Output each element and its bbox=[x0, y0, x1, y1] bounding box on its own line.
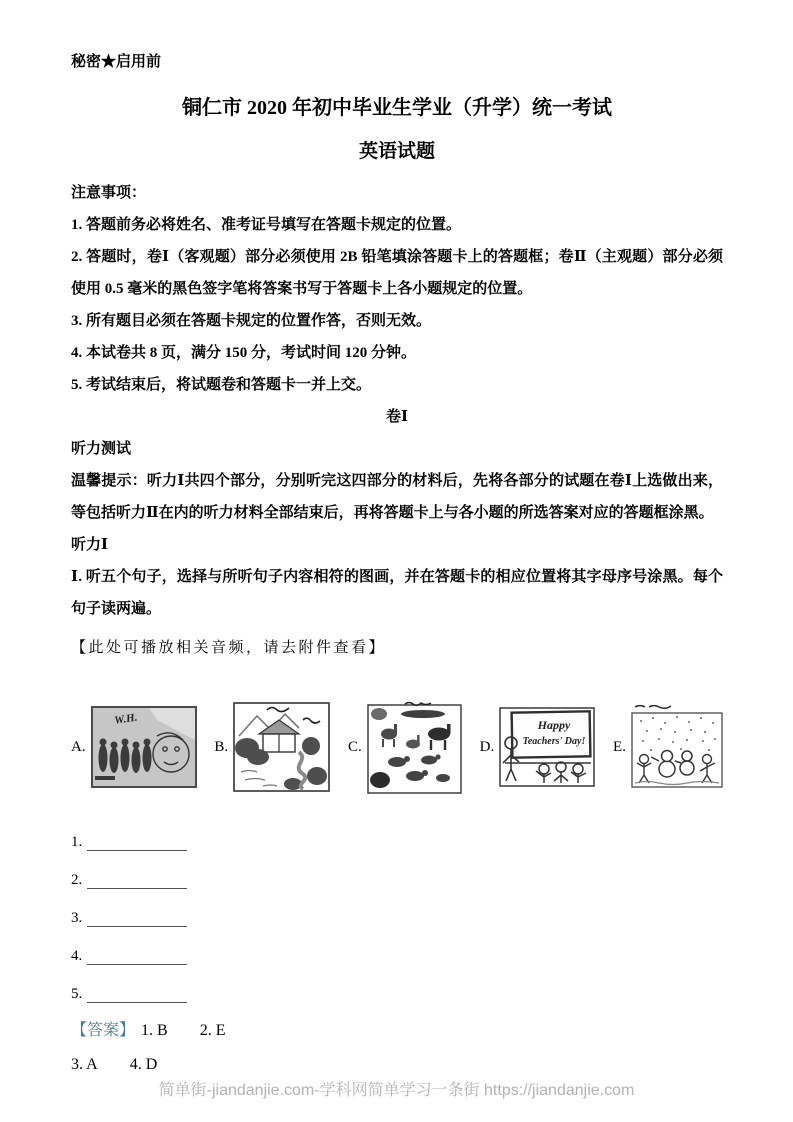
blackboard-caption-2: Teachers' Day! bbox=[522, 736, 586, 747]
picture-option-b bbox=[214, 702, 330, 792]
listening-tip: 温馨提示：听力Ⅰ共四个部分，分别听完这四部分的材料后，先将各部分的试题在卷Ⅰ上选做出来，等包括听力Ⅱ在内的听力材料全部结束后，再将答题卡上与各小题的所选答案对应的答题框涂黑。 bbox=[71, 473, 723, 521]
answer-blank-row-5 bbox=[71, 969, 723, 1007]
blank-underline bbox=[87, 988, 187, 1003]
answer-item-1: 1. B bbox=[141, 1022, 168, 1039]
watermark-footer: 简单街-jiandanjie.com-学科网简单学习一条街 https://jiandanjie.com bbox=[158, 1082, 635, 1099]
blank-underline bbox=[87, 950, 187, 965]
answer-key-row-1 bbox=[71, 1015, 723, 1047]
blank-number: 3. bbox=[71, 910, 83, 926]
blank-underline bbox=[87, 874, 187, 889]
blank-number: 5. bbox=[71, 986, 83, 1002]
notice-heading: 注意事项： bbox=[71, 185, 147, 201]
option-c-label: C. bbox=[348, 738, 362, 755]
option-e-label: E. bbox=[613, 738, 626, 755]
answer-key-section bbox=[71, 1015, 723, 1081]
picture-option-a bbox=[71, 706, 197, 788]
page-title: 铜仁市 2020 年初中毕业生学业（升学）统一考试 bbox=[182, 97, 612, 119]
option-b-label: B. bbox=[214, 738, 229, 755]
volume-heading: 卷Ⅰ bbox=[385, 409, 409, 425]
listening-part1-heading: 听力Ⅰ bbox=[71, 537, 109, 553]
blank-number: 2. bbox=[71, 872, 83, 888]
audio-placeholder-note: 【此处可播放相关音频，请去附件查看】 bbox=[71, 640, 387, 656]
crowd-photo-illustration bbox=[91, 706, 197, 788]
notice-item-2: 2. 答题时，卷Ⅰ（客观题）部分必须使用 2B 铅笔填涂答题卡上的答题框；卷Ⅱ（主观题）部分必须使用 0.5 毫米的黑色签字笔将答案书写于答题卡上各小题规定的位置。 bbox=[71, 249, 723, 297]
picture-option-c bbox=[348, 700, 462, 794]
answer-blank-row-1 bbox=[71, 817, 723, 855]
blank-underline bbox=[87, 836, 187, 851]
answer-blanks-list bbox=[71, 817, 723, 1007]
blank-number: 4. bbox=[71, 948, 83, 964]
page-subtitle: 英语试题 bbox=[358, 141, 435, 162]
answer-key-label: 【答案】 bbox=[71, 1022, 136, 1039]
option-a-label: A. bbox=[71, 738, 86, 755]
handwritten-scribble bbox=[635, 706, 671, 709]
blackboard-caption-1: Happy bbox=[537, 718, 571, 732]
house-river-illustration bbox=[233, 702, 330, 792]
notice-item-5: 5. 考试结束后，将试题卷和答题卡一并上交。 bbox=[71, 377, 372, 393]
classification-label: 秘密★启用前 bbox=[71, 54, 162, 70]
answer-blank-row-4 bbox=[71, 931, 723, 969]
answer-item-3: 3. A bbox=[71, 1056, 98, 1073]
picture-options-row bbox=[71, 691, 723, 803]
listening-part1-instruction: Ⅰ. 听五个句子，选择与所听句子内容相符的图画，并在答题卡的相应位置将其字母序号涂黑。每个句子读两遍。 bbox=[71, 569, 723, 617]
answer-item-4: 4. D bbox=[129, 1056, 158, 1073]
animals-illustration bbox=[367, 700, 462, 794]
blank-number: 1. bbox=[71, 834, 83, 850]
answer-blank-row-3 bbox=[71, 893, 723, 931]
picture-option-d bbox=[480, 707, 596, 787]
option-d-label: D. bbox=[479, 738, 495, 755]
blank-underline bbox=[87, 912, 187, 927]
notice-item-3: 3. 所有题目必须在答题卡规定的位置作答，否则无效。 bbox=[71, 313, 432, 329]
answer-blank-row-2 bbox=[71, 855, 723, 893]
teachers-day-illustration bbox=[499, 707, 595, 787]
notice-item-4: 4. 本试卷共 8 页，满分 150 分，考试时间 120 分钟。 bbox=[71, 345, 417, 361]
picture-option-e bbox=[613, 705, 723, 789]
snow-scene-illustration bbox=[631, 705, 723, 789]
photo-caption: W.H. bbox=[113, 711, 138, 727]
answer-item-2: 2. E bbox=[199, 1022, 226, 1039]
notice-item-1: 1. 答题前务必将姓名、准考证号填写在答题卡规定的位置。 bbox=[71, 217, 462, 233]
listening-section-heading: 听力测试 bbox=[71, 441, 132, 457]
